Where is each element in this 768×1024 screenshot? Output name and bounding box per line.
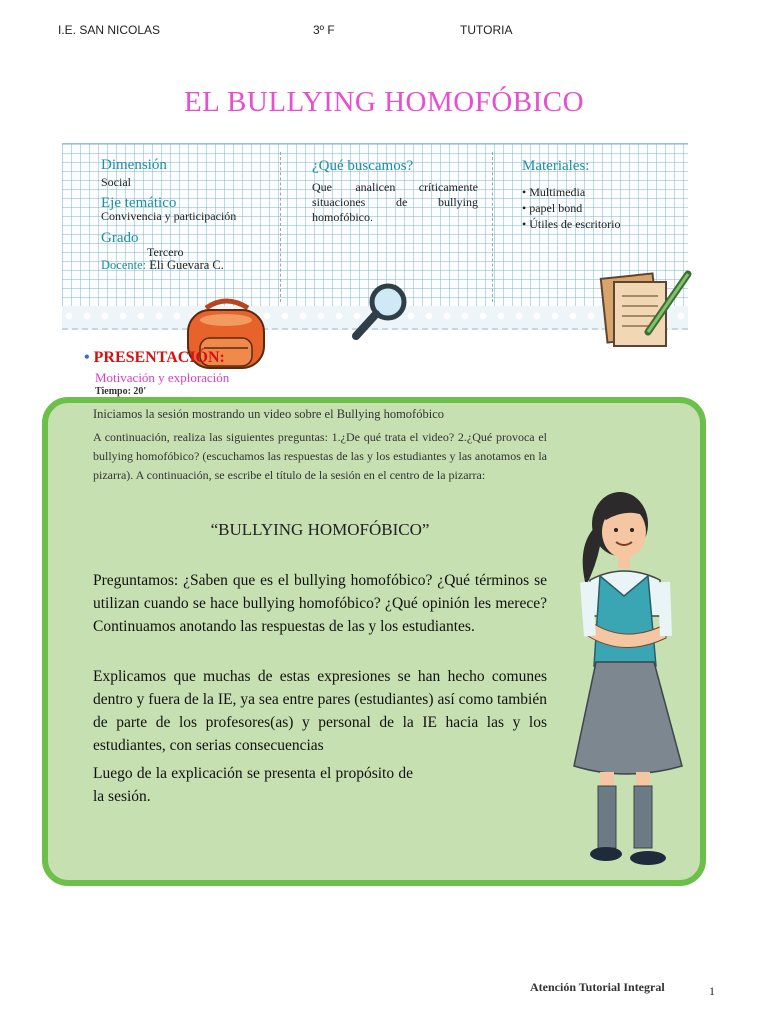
paragraph-intro: Iniciamos la sesión mostrando un video sobre el Bullying homofóbico: [93, 407, 444, 421]
column-divider: [492, 152, 493, 302]
grado-label: Grado: [101, 230, 139, 246]
paragraph-explicamos: Explicamos que muchas de estas expresiones se han hecho comunes dentro y fuera de la IE, ya sea entre pares (estudiantes) así como también de parte de los profesores(as) y personal de la IE hacia las y los estudiantes, con serias consecuencias: [93, 668, 547, 754]
presentacion-sub: Motivación y exploración: [95, 370, 230, 385]
magnifier-icon: [348, 282, 414, 342]
materiales-label: Materiales:: [522, 158, 590, 174]
page-number: 1: [709, 984, 715, 998]
paragraph-preguntamos: Preguntamos: ¿Saben que es el bullying homofóbico? ¿Qué términos se utilizan cuando se hace bullying homofóbico? ¿Qué opinión les merece? Continuamos anotando las respuestas de las y los estudiantes.: [93, 572, 547, 635]
session-title: “BULLYING HOMOFÓBICO”: [210, 520, 430, 539]
page-title: EL BULLYING HOMOFÓBICO: [183, 86, 585, 118]
dimension-label: Dimensión: [101, 157, 167, 173]
dimension-value: Social: [101, 175, 131, 189]
paragraph-luego: Luego de la explicación se presenta el propósito de la sesión.: [93, 765, 413, 805]
footer-label: Atención Tutorial Integral: [530, 980, 665, 994]
paragraph-questions: A continuación, realiza las siguientes preguntas: 1.¿De qué trata el video? 2.¿Qué provoca el bullying homofóbico? (escuchamos las respuestas de las y los estudiantes y las anotamos en la pizarra). A continuación, se escribe el título de la sesión en el centro de la pizarra:: [93, 430, 547, 482]
list-item: • Multimedia: [522, 185, 586, 199]
presentacion-heading: • PRESENTACIÓN:: [84, 349, 225, 366]
column-divider: [280, 152, 281, 302]
docente-row: [101, 259, 224, 272]
header-grade: 3º F: [313, 23, 335, 37]
buscamos-text: Que analicen críticamente situaciones de bullying homofóbico.: [312, 180, 478, 224]
docente-value: Eli Guevara C.: [149, 258, 224, 272]
tiempo-label: Tiempo: 20': [95, 386, 147, 397]
buscamos-label: ¿Qué buscamos?: [312, 158, 414, 174]
docente-label: Docente:: [101, 258, 147, 272]
list-item: • Útiles de escritorio: [522, 217, 621, 231]
materiales-list: [522, 184, 621, 232]
header-subject: TUTORIA: [460, 23, 513, 37]
student-girl-illustration: [566, 486, 690, 870]
documents-pencil-icon: [594, 268, 700, 350]
header-school: I.E. SAN NICOLAS: [58, 23, 161, 37]
grado-value: Tercero: [147, 245, 184, 259]
eje-value: Convivencia y participación: [101, 209, 237, 223]
eje-label: Eje temático: [101, 195, 177, 211]
list-item: • papel bond: [522, 201, 583, 215]
